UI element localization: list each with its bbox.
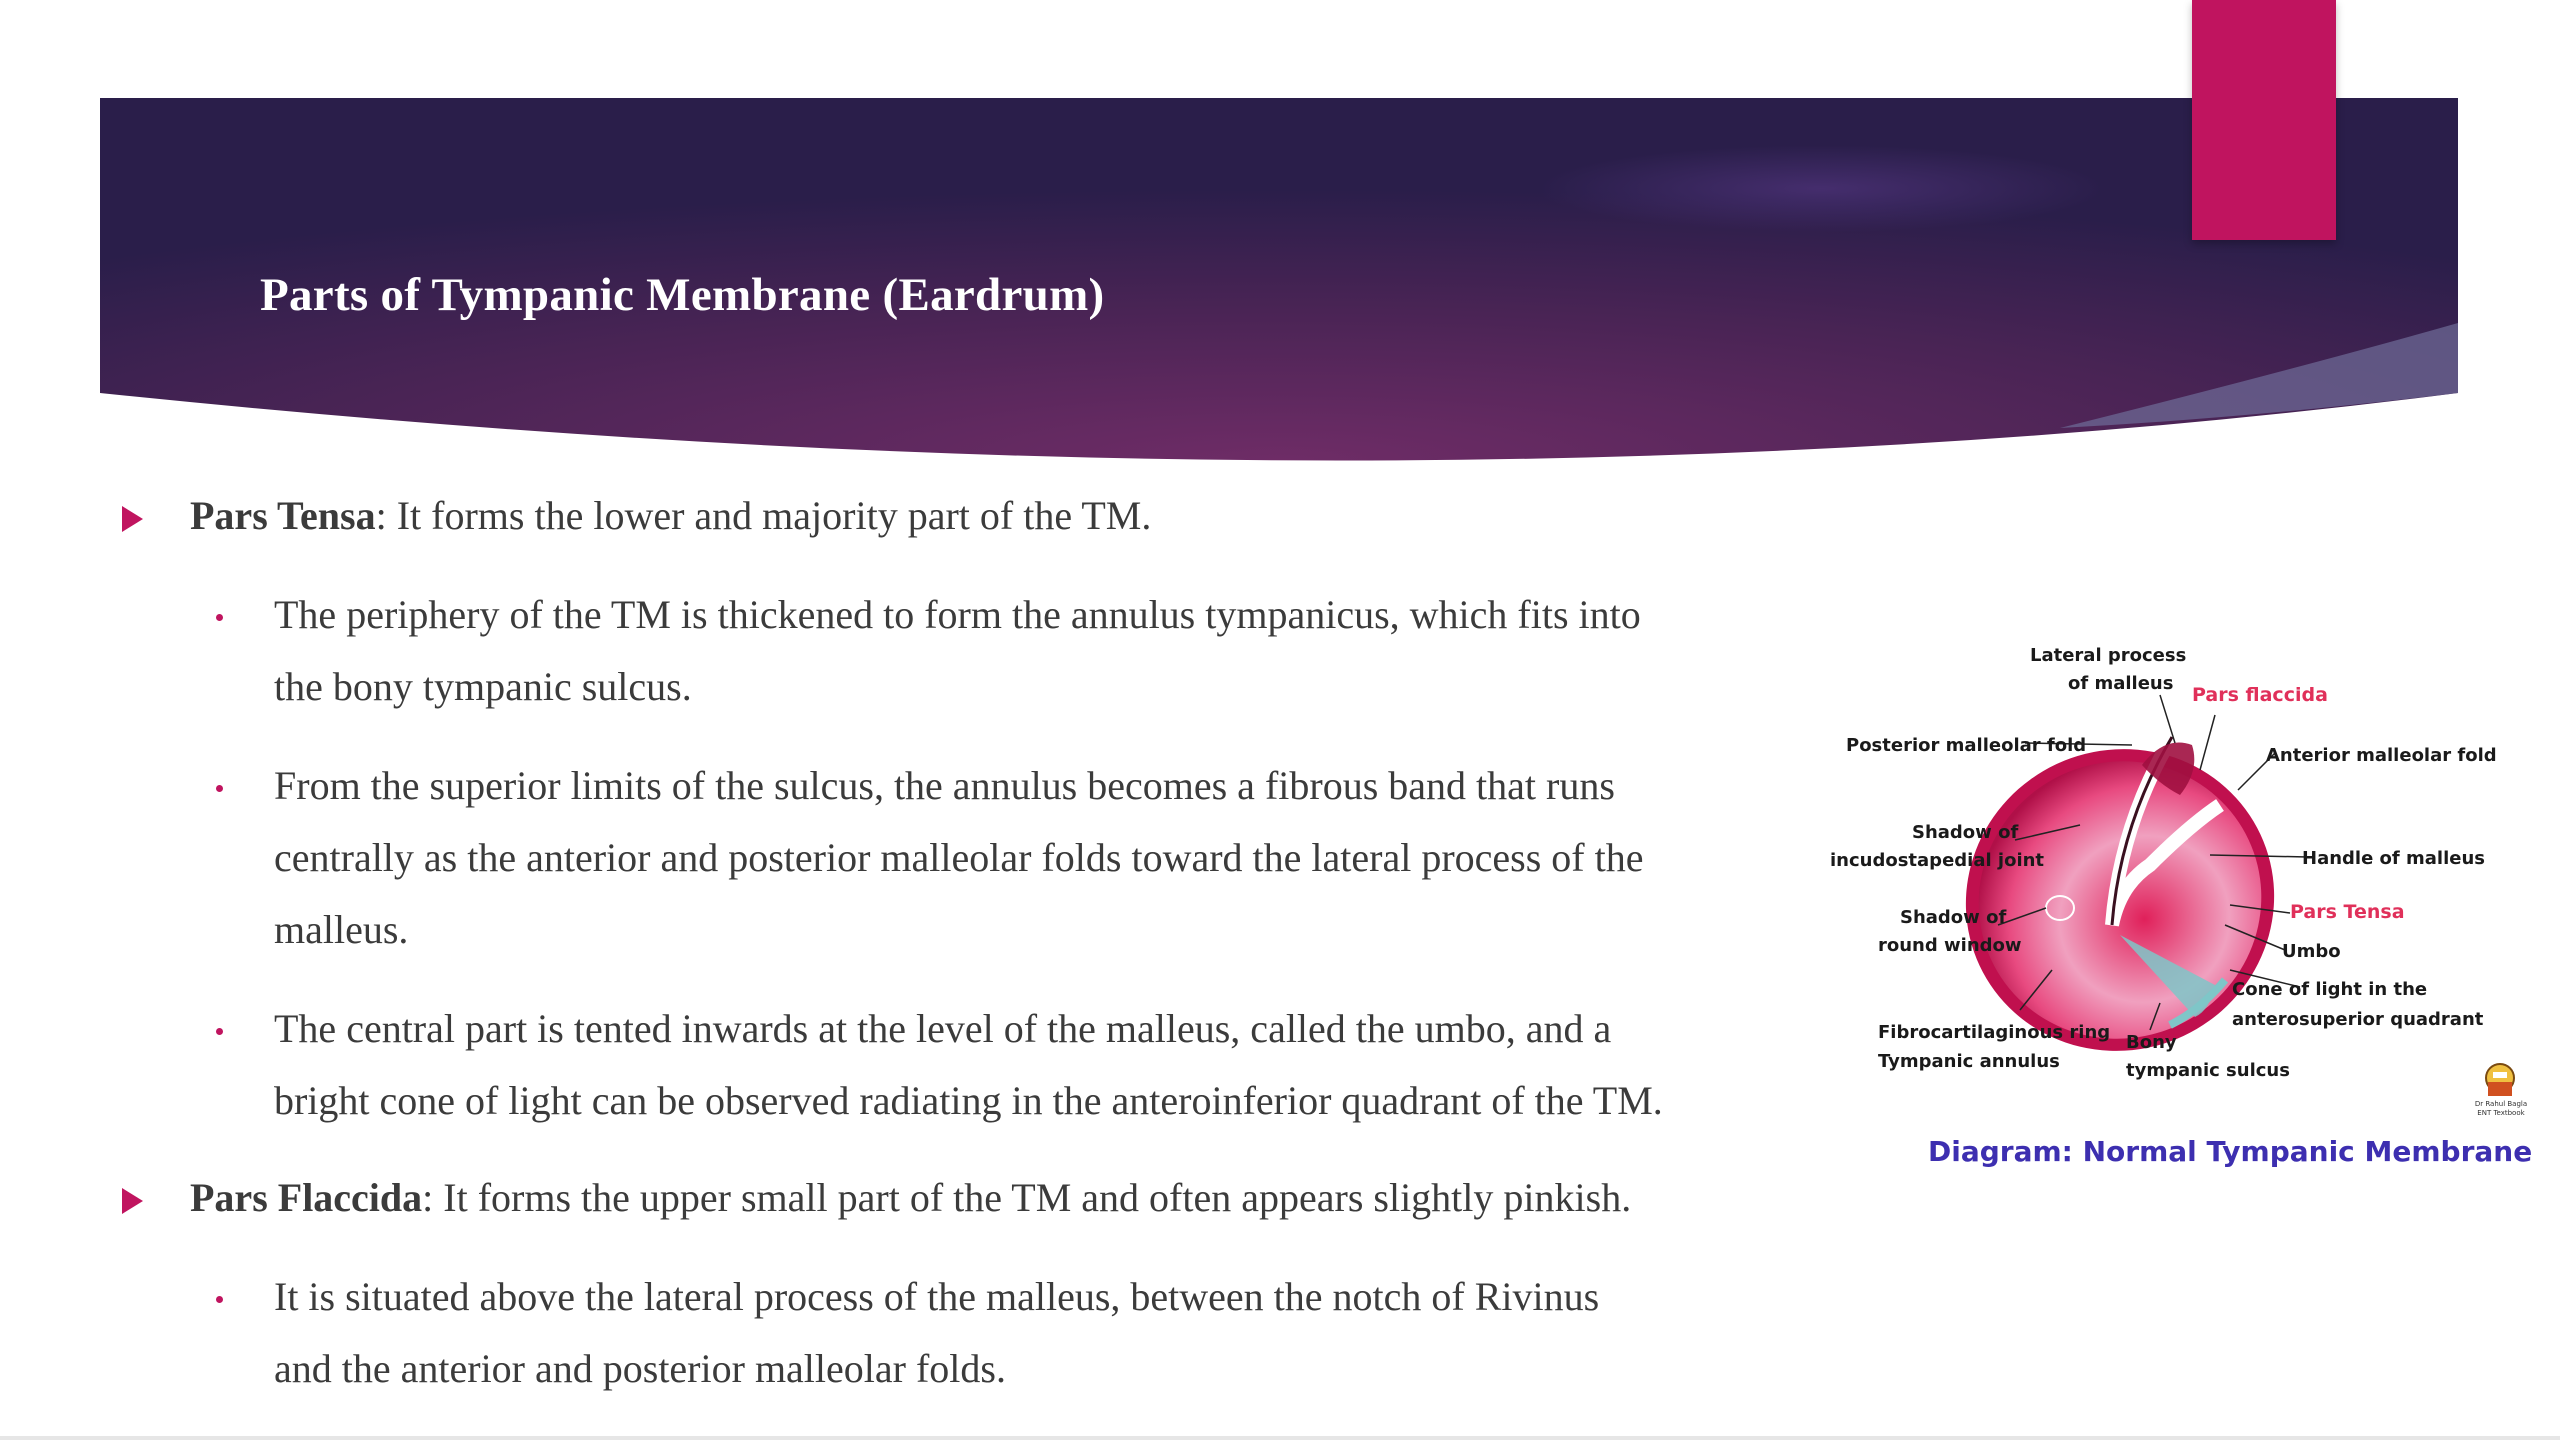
slide-title: Parts of Tympanic Membrane (Eardrum) — [260, 269, 1105, 321]
label-anterior-fold: Anterior malleolar fold — [2266, 745, 2497, 766]
bullet-pars-tensa — [190, 492, 1151, 539]
sub-bullet-line: the bony tympanic sulcus. — [274, 664, 692, 709]
label-pars-tensa: Pars Tensa — [2290, 901, 2405, 923]
sub-bullet-dot — [216, 1028, 223, 1035]
bullet-pars-flaccida — [190, 1174, 1631, 1221]
label-shadow-incudo-2: incudostapedial joint — [1830, 850, 2045, 871]
label-handle: Handle of malleus — [2302, 848, 2485, 869]
label-shadow-incudo: Shadow of — [1912, 822, 2019, 843]
label-umbo: Umbo — [2282, 941, 2341, 962]
tympanic-membrane-diagram — [1820, 625, 2497, 1185]
sub-bullet-line: It is situated above the lateral process of the malleus, between the notch of Rivinus — [274, 1274, 1600, 1319]
bullet-text: : It forms the upper small part of the TM and often appears slightly pinkish. — [422, 1175, 1632, 1220]
accent-tab — [2192, 0, 2336, 240]
sub-bullet-dot — [216, 785, 223, 792]
logo-line-1: Dr Rahul Bagla — [2474, 1100, 2528, 1108]
label-bony-2: tympanic sulcus — [2126, 1060, 2290, 1081]
label-shadow-round-2: round window — [1878, 935, 2022, 956]
bottom-divider — [0, 1436, 2560, 1440]
label-bony: Bony — [2126, 1032, 2177, 1053]
author-logo — [2460, 1052, 2540, 1132]
label-shadow-round: Shadow of — [1900, 907, 2007, 928]
label-pars-flaccida: Pars flaccida — [2192, 684, 2328, 706]
label-posterior-fold: Posterior malleolar fold — [1846, 735, 2087, 756]
sub-bullet-line: From the superior limits of the sulcus, the annulus becomes a fibrous band that runs — [274, 763, 1615, 808]
sub-bullet-line: centrally as the anterior and posterior malleolar folds toward the lateral process of the — [274, 835, 1644, 880]
bullet-text: : It forms the lower and majority part of the TM. — [375, 493, 1152, 538]
sub-bullet-line: bright cone of light can be observed radiating in the anteroinferior quadrant of the TM. — [274, 1078, 1663, 1123]
bullet-arrow-icon — [122, 506, 143, 532]
label-fibro: Fibrocartilaginous ring — [1878, 1022, 2111, 1043]
term-pars-flaccida: Pars Flaccida — [190, 1175, 423, 1220]
label-fibro-2: Tympanic annulus — [1878, 1051, 2060, 1072]
label-lateral-process-2: of malleus — [2068, 673, 2174, 694]
term-pars-tensa: Pars Tensa — [190, 493, 376, 538]
label-cone-2: anterosuperior quadrant — [2232, 1009, 2484, 1030]
logo-line-2: ENT Textbook — [2477, 1109, 2525, 1117]
sub-bullet-line: The central part is tented inwards at the level of the malleus, called the umbo, and a — [274, 1006, 1612, 1051]
sub-bullet-line: The periphery of the TM is thickened to form the annulus tympanicus, which fits into — [274, 592, 1641, 637]
label-lateral-process: Lateral process — [2030, 645, 2187, 666]
diagram-caption: Diagram: Normal Tympanic Membrane — [1928, 1135, 2533, 1168]
sub-bullet-line: malleus. — [274, 907, 409, 952]
label-cone: Cone of light in the — [2232, 979, 2428, 1000]
sub-bullet-dot — [216, 1296, 223, 1303]
logo-caption — [2466, 1100, 2536, 1118]
bullet-arrow-icon — [122, 1188, 143, 1214]
sub-bullet-dot — [216, 614, 223, 621]
sub-bullet-line: and the anterior and posterior malleolar folds. — [274, 1346, 1006, 1391]
